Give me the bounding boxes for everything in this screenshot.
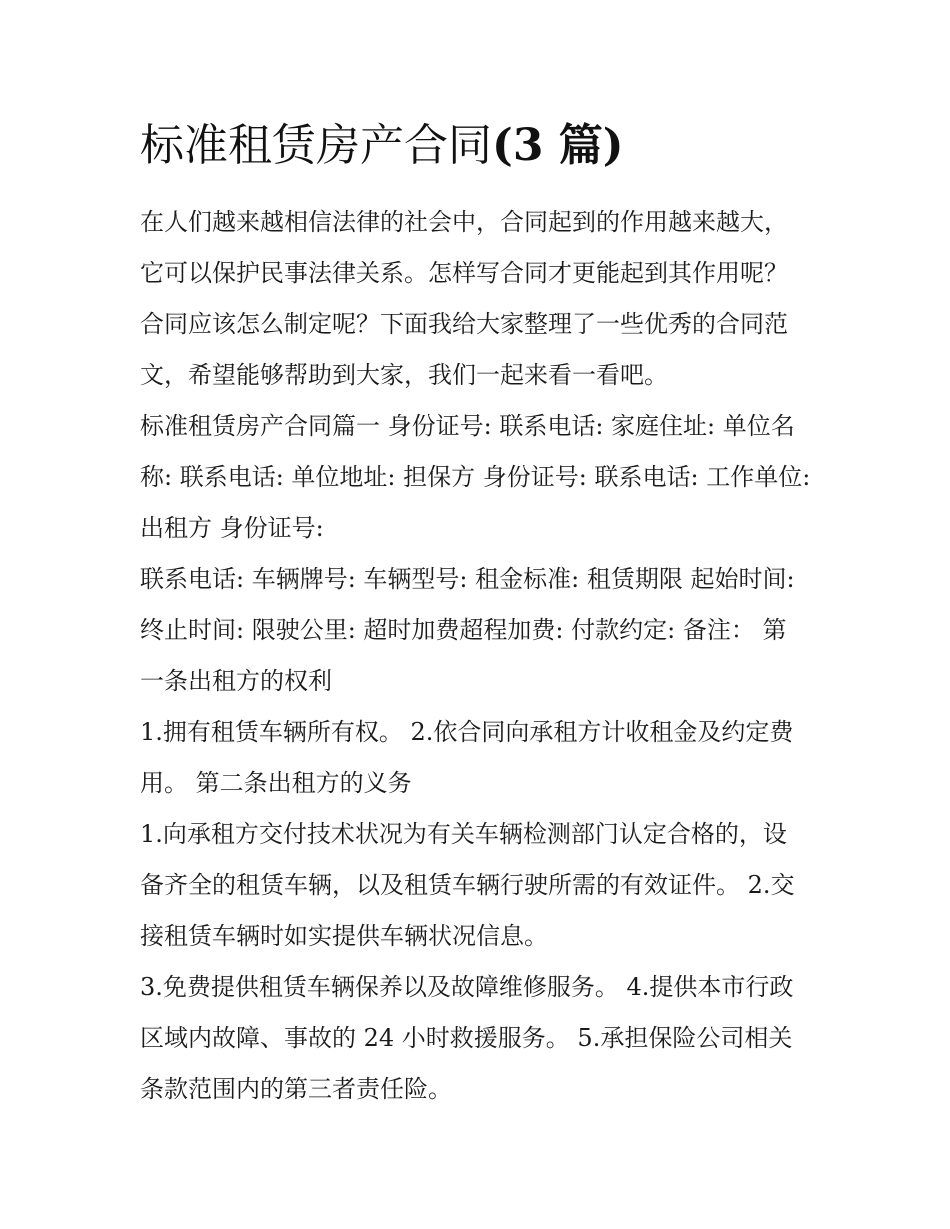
text-line: 标准租赁房产合同篇一 身份证号: 联系电话: 家庭住址: 单位名 bbox=[140, 412, 795, 440]
text-line: 条款范围内的第三者责任险。 bbox=[140, 1075, 452, 1103]
text-line: 接租赁车辆时如实提供车辆状况信息。 bbox=[140, 922, 548, 950]
title-suffix: (3 篇) bbox=[492, 120, 624, 171]
text-line: 3.免费提供租赁车辆保养以及故障维修服务。 4.提供本市行政 bbox=[140, 973, 794, 1001]
paragraph-lessor-duties-2 bbox=[140, 962, 820, 1115]
title-main: 标准租赁房产合同 bbox=[140, 120, 492, 171]
text-line: 1.向承租方交付技术状况为有关车辆检测部门认定合格的，设 bbox=[140, 820, 787, 848]
text-line: 一条出租方的权利 bbox=[140, 667, 332, 695]
paragraph-contract-parties bbox=[140, 401, 820, 554]
text-line: 称: 联系电话: 单位地址: 担保方 身份证号: 联系电话: 工作单位: bbox=[140, 463, 811, 491]
text-line: 联系电话: 车辆牌号: 车辆型号: 租金标准: 租赁期限 起始时间: bbox=[140, 565, 795, 593]
text-line: 备齐全的租赁车辆，以及租赁车辆行驶所需的有效证件。 2.交 bbox=[140, 871, 795, 899]
document-body bbox=[140, 197, 820, 1115]
document-title bbox=[140, 114, 624, 178]
paragraph-lessor-rights bbox=[140, 707, 820, 809]
text-line: 终止时间: 限驶公里: 超时加费超程加费: 付款约定: 备注： 第 bbox=[140, 616, 787, 644]
text-line: 文，希望能够帮助到大家，我们一起来看一看吧。 bbox=[140, 361, 668, 389]
paragraph-intro bbox=[140, 197, 820, 401]
text-line: 用。 第二条出租方的义务 bbox=[140, 769, 412, 797]
paragraph-vehicle-terms bbox=[140, 554, 820, 707]
text-line: 出租方 身份证号: bbox=[140, 514, 324, 542]
paragraph-lessor-duties-1 bbox=[140, 809, 820, 962]
text-line: 它可以保护民事法律关系。怎样写合同才更能起到其作用呢？ bbox=[140, 259, 788, 287]
text-line: 区域内故障、事故的 24 小时救援服务。 5.承担保险公司相关 bbox=[140, 1024, 793, 1052]
text-line: 合同应该怎么制定呢？下面我给大家整理了一些优秀的合同范 bbox=[140, 310, 788, 338]
text-line: 1.拥有租赁车辆所有权。 2.依合同向承租方计收租金及约定费 bbox=[140, 718, 794, 746]
text-line: 在人们越来越相信法律的社会中，合同起到的作用越来越大， bbox=[140, 208, 788, 236]
